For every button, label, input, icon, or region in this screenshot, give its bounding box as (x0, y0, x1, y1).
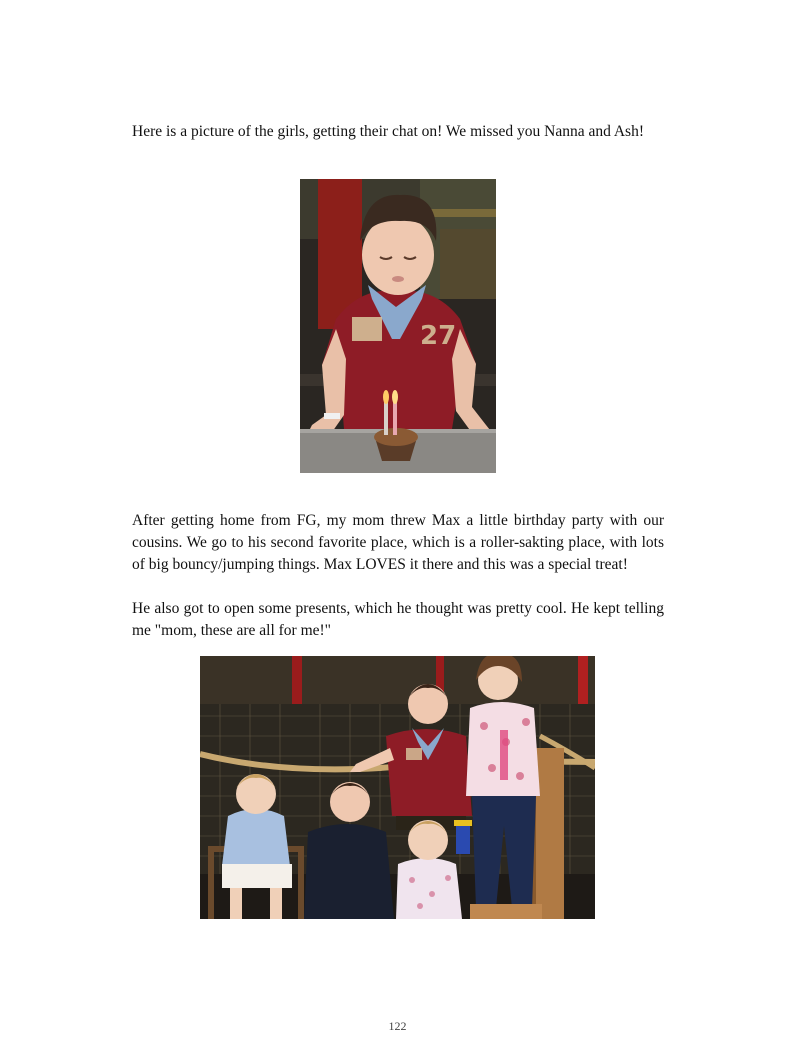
paragraph-birthday-party: After getting home from FG, my mom threw Max a little birthday party with our cousins. We go to his second favorite place, which is a roller-sakting place, with lots of big bouncy/jumping things. Max LOVES it there and this was a special treat! (132, 512, 664, 573)
paragraph-girls-chat: Here is a picture of the girls, getting their chat on! We missed you Nanna and Ash! (132, 123, 644, 140)
page-number: 122 (388, 1019, 407, 1033)
svg-text:27: 27 (420, 321, 457, 351)
photo-birthday-cupcake (300, 179, 496, 473)
photo-kids-group (200, 656, 595, 919)
paragraph-presents: He also got to open some presents, which he thought was pretty cool. He kept telling me "mom, these are all for me!" (132, 600, 664, 639)
